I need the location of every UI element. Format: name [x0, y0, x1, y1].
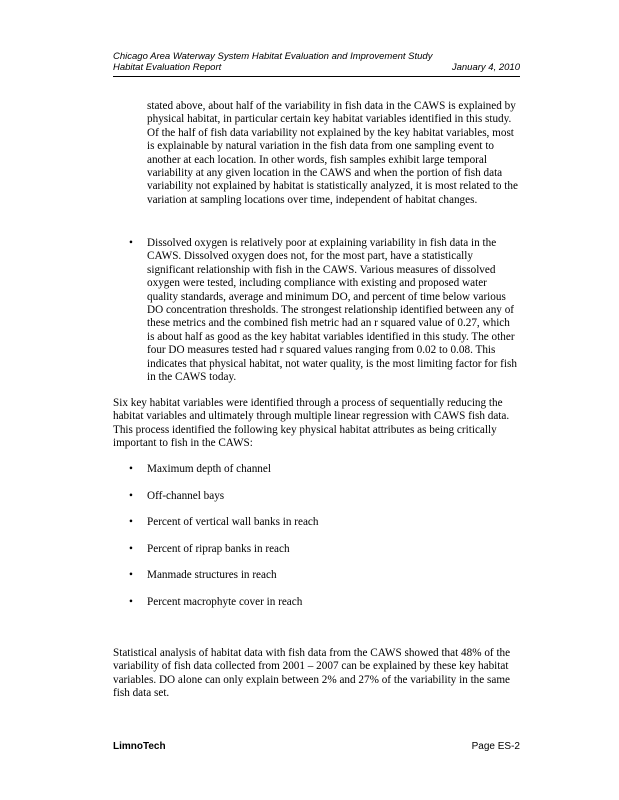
- list-item-text: Percent of vertical wall banks in reach: [147, 516, 319, 528]
- page-footer: [113, 741, 520, 753]
- list-item-text: Percent macrophyte cover in reach: [147, 596, 303, 608]
- header-study-title: Chicago Area Waterway System Habitat Evaluation and Improvement Study: [113, 51, 433, 62]
- list-item-text: Percent of riprap banks in reach: [147, 543, 290, 555]
- header-divider: [113, 76, 520, 77]
- list-item: [129, 463, 271, 476]
- list-item-text: Off-channel bays: [147, 490, 225, 502]
- do-bullet: [129, 237, 519, 384]
- header-report-name: Habitat Evaluation Report: [113, 62, 222, 73]
- bullet-icon: •: [129, 490, 133, 502]
- list-item: [129, 516, 318, 529]
- footer-page-number: Page ES-2: [471, 741, 520, 752]
- bullet-icon: •: [129, 543, 133, 555]
- bullet-icon: •: [129, 596, 133, 608]
- do-bullet-text: Dissolved oxygen is relatively poor at explaining variability in fish data in the CAWS. Dissolved oxygen does not, for the most part, have a statistically significant relationship with fish in the CAWS. Various measures of dissolved oxygen were tested, including compliance with existing and proposed water quality standards, average and minimum DO, and percent of time below various DO concentration thresholds. The strongest relationship identified between any of these metrics and the combined fish metric had an r squared value of 0.27, which is about half as good as the key habitat variables identified in this study. The other four DO measures tested had r squared values ranging from 0.02 to 0.08. This indicates that physical habitat, not water quality, is the most limiting factor for fish in the CAWS today.: [147, 237, 517, 384]
- list-item: [129, 543, 290, 556]
- bullet-icon: •: [129, 463, 133, 475]
- list-item-text: Manmade structures in reach: [147, 569, 277, 581]
- bullet-icon: •: [129, 516, 133, 528]
- header-title-row: [113, 51, 520, 62]
- header-report-row: [113, 62, 520, 73]
- bullet-icon: •: [129, 569, 133, 581]
- footer-company: LimnoTech: [113, 741, 166, 752]
- list-item: [129, 490, 224, 503]
- page-header: [113, 51, 520, 73]
- six-variables-paragraph: Six key habitat variables were identified through a process of sequentially reducing the habitat variables and ultimately through multiple linear regression with CAWS fish data. This process identified the following key physical habitat attributes as being critically important to fish in the CAWS:: [113, 397, 510, 450]
- list-item-text: Maximum depth of channel: [147, 463, 271, 475]
- statistical-paragraph: Statistical analysis of habitat data with fish data from the CAWS showed that 48% of the variability of fish data collected from 2001 – 2007 can be explained by these key habitat variables. DO alone can only explain between 2% and 27% of the variability in the same fish data set.: [113, 647, 511, 700]
- list-item: [129, 596, 302, 609]
- bullet-icon: •: [129, 237, 133, 249]
- continued-paragraph: stated above, about half of the variability in fish data in the CAWS is explained by physical habitat, in particular certain key habitat variables identified in this study. Of the half of fish data variability not explained by the key habitat variables, most is explainable by natural variation in the fish data from one sampling event to another at each location. In other words, fish samples exhibit large temporal variability at any given location in the CAWS and when the portion of fish data variability not explained by habitat is statistically analyzed, it is most related to the variation at sampling locations over time, independent of habitat changes.: [147, 100, 518, 206]
- header-date: January 4, 2010: [451, 62, 520, 73]
- list-item: [129, 569, 277, 582]
